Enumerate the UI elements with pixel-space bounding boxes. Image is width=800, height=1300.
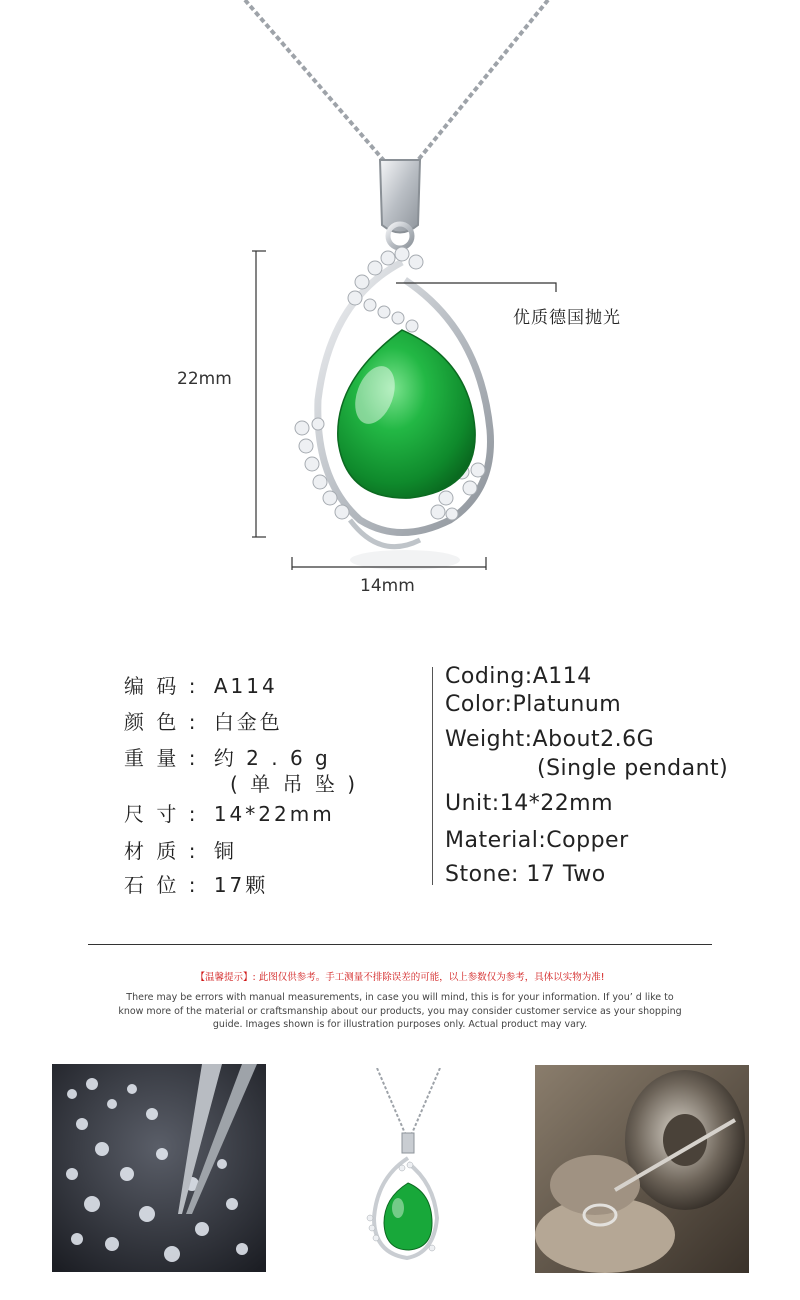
spec-en-weight-note: (Single pendant) — [537, 756, 729, 781]
height-dimension-line — [252, 251, 266, 537]
spec-cn-key: 材 质 : — [124, 839, 199, 863]
spec-cn-key: 颜 色 : — [124, 710, 199, 734]
spec-en-color: Color:Platunum — [445, 692, 622, 717]
spec-cn-key: 重 量 : — [124, 746, 199, 770]
spec-cn-stones — [124, 869, 268, 898]
polish-callout: 优质德国抛光 — [513, 308, 621, 328]
section-divider — [88, 944, 712, 945]
spec-cn-value: 17颗 — [213, 873, 269, 897]
spec-cn-value: 14*22mm — [213, 802, 335, 826]
spec-cn-value: 白金色 — [213, 710, 283, 734]
spec-cn-weight-note: ( 单 吊 坠 ) — [230, 772, 359, 796]
spec-en-unit: Unit:14*22mm — [445, 791, 614, 816]
height-label: 22mm — [177, 369, 232, 389]
spec-cn-size — [124, 798, 335, 827]
spec-cn-key: 编 码 : — [124, 674, 199, 698]
width-label: 14mm — [360, 576, 415, 596]
spec-en-weight: Weight:About2.6G — [445, 727, 655, 752]
disclaimer-text: There may be errors with manual measurements, in case you will mind, this is for your information. If you’ d like to know more of the material or craftsmanship about our products, you may consider customer service as your shopping guide. Images shown is for illustration purposes only. Actual product may vary. — [118, 992, 682, 1030]
pendant-product-photo — [352, 1068, 452, 1284]
notice-text: 【温馨提示】: 此图仅供参考。手工测量不排除误差的可能，以上参数仅为参考，具体以实物为准! — [195, 972, 605, 983]
spec-en-coding: Coding:A114 — [445, 664, 592, 689]
specs-divider — [432, 667, 433, 885]
spec-cn-color — [124, 706, 283, 735]
craftsman-polishing-photo — [535, 1065, 749, 1273]
pendant-hero-image — [0, 0, 800, 620]
spec-cn-coding — [124, 670, 278, 699]
spec-cn-weight — [124, 742, 331, 771]
spec-cn-value: 铜 — [213, 839, 237, 863]
spec-en-stone: Stone: 17 Two — [445, 862, 606, 887]
spec-en-material: Material:Copper — [445, 828, 629, 853]
chain — [245, 0, 548, 170]
spec-cn-key: 石 位 : — [124, 873, 199, 897]
crystals-tweezers-photo — [52, 1064, 266, 1272]
spec-cn-material — [124, 835, 237, 864]
spec-cn-value: A114 — [213, 674, 278, 698]
crystal-cluster-top — [348, 247, 423, 332]
spec-cn-key: 尺 寸 : — [124, 802, 199, 826]
spec-cn-value: 约 2 . 6 g — [213, 746, 331, 770]
